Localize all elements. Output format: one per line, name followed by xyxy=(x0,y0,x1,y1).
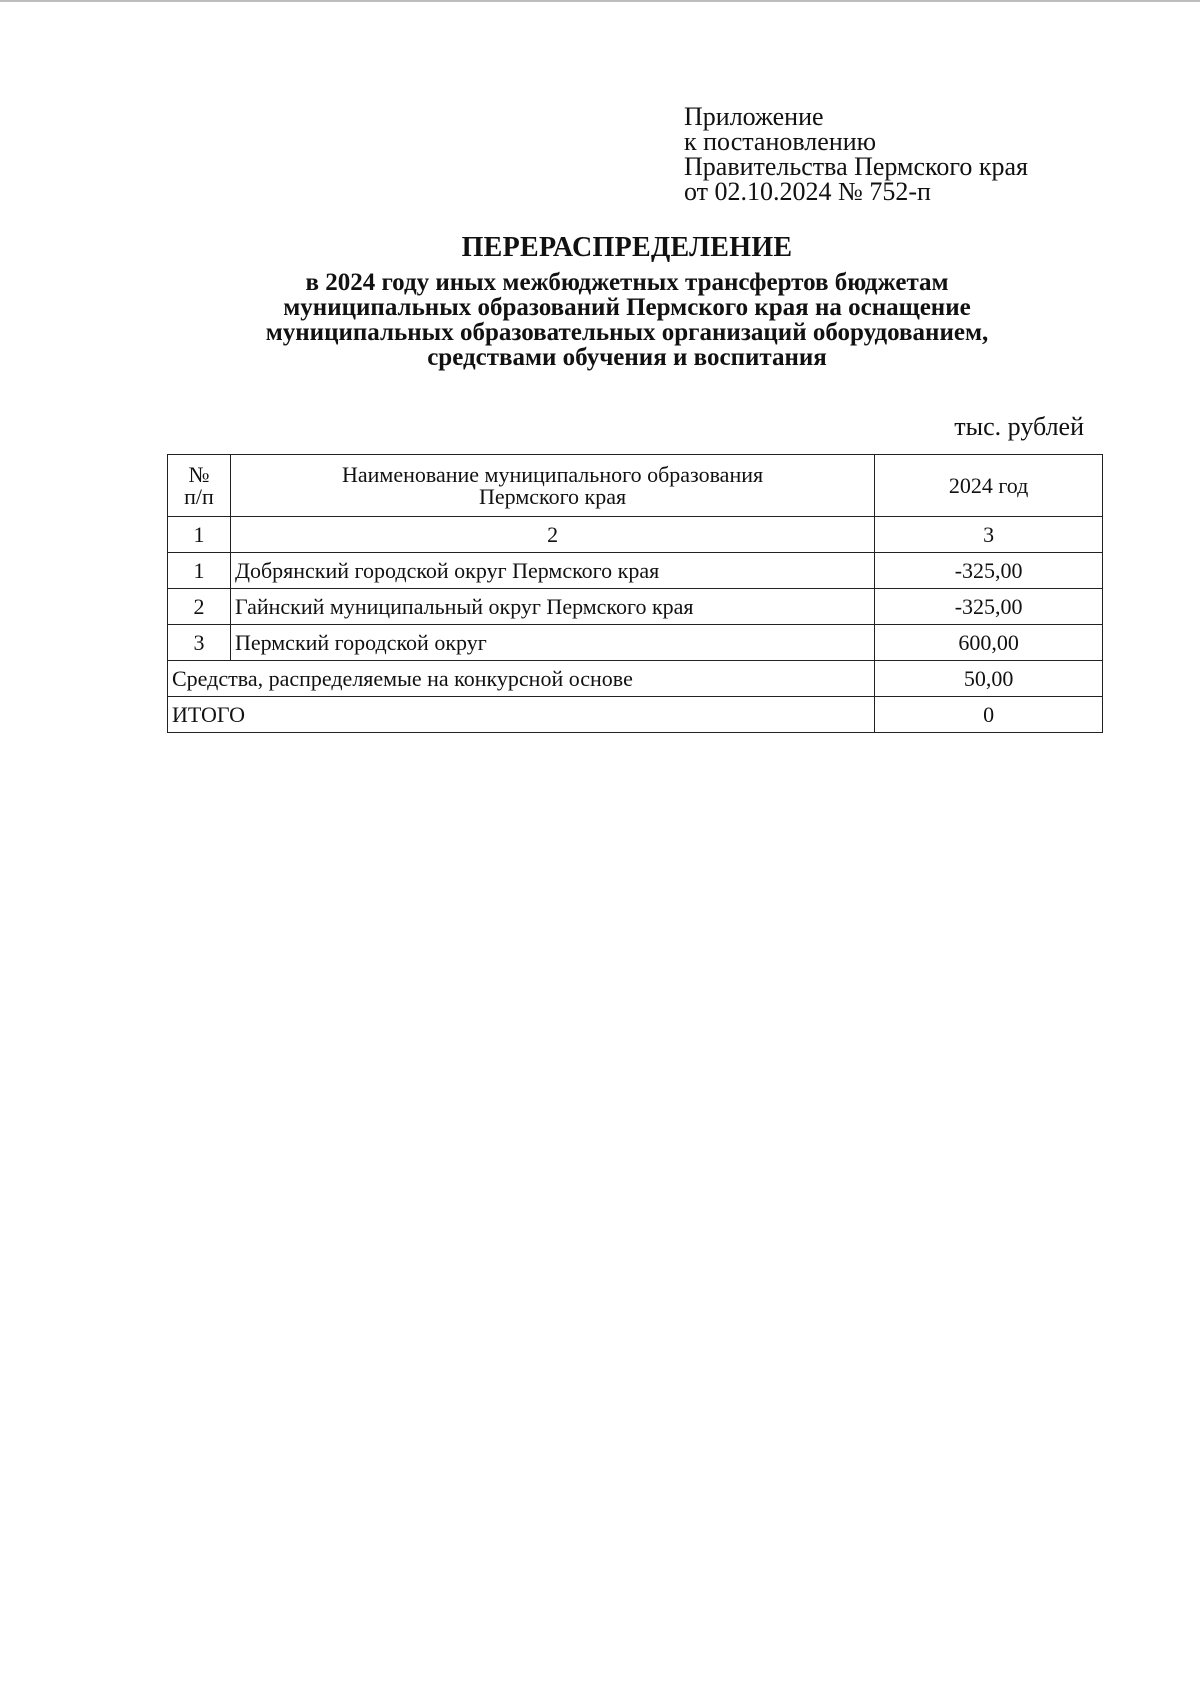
column-number-3: 3 xyxy=(875,517,1103,553)
redistribution-table xyxy=(167,454,1103,733)
document-subtitle xyxy=(150,270,1104,370)
header-name-line-2: Пермского края xyxy=(479,483,627,509)
subtitle-line-4: средствами обучения и воспитания xyxy=(427,344,827,371)
appendix-line-3: Правительства Пермского края xyxy=(684,152,1028,181)
header-number-cell xyxy=(168,455,231,517)
competitive-funds-amount: 50,00 xyxy=(875,661,1103,697)
table-header-row xyxy=(168,455,1103,517)
table-row xyxy=(168,625,1103,661)
header-name-cell xyxy=(230,455,874,517)
table-row xyxy=(168,589,1103,625)
subtitle-line-1: в 2024 году иных межбюджетных трансфертов бюджетам xyxy=(305,269,949,296)
header-year-cell: 2024 год xyxy=(875,455,1103,517)
header-number-line-2: п/п xyxy=(184,483,214,509)
units-label: тыс. рублей xyxy=(954,412,1084,441)
page-top-edge xyxy=(0,0,1200,2)
competitive-funds-row xyxy=(168,661,1103,697)
row-municipality: Пермский городской округ xyxy=(230,625,874,661)
row-municipality: Добрянский городской округ Пермского края xyxy=(230,553,874,589)
row-amount: 600,00 xyxy=(875,625,1103,661)
total-row xyxy=(168,697,1103,733)
appendix-line-2: к постановлению xyxy=(684,127,877,156)
row-number: 3 xyxy=(168,625,231,661)
subtitle-line-2: муниципальных образований Пермского края на оснащение xyxy=(283,294,971,321)
appendix-line-4: от 02.10.2024 № 752-п xyxy=(684,177,931,206)
subtitle-line-3: муниципальных образовательных организаций оборудованием, xyxy=(265,319,989,346)
row-amount: -325,00 xyxy=(875,553,1103,589)
row-municipality: Гайнский муниципальный округ Пермского края xyxy=(230,589,874,625)
header-number-line-1: № xyxy=(188,461,210,487)
row-amount: -325,00 xyxy=(875,589,1103,625)
total-label: ИТОГО xyxy=(168,697,875,733)
column-number-2: 2 xyxy=(230,517,874,553)
row-number: 1 xyxy=(168,553,231,589)
column-number-1: 1 xyxy=(168,517,231,553)
column-number-row xyxy=(168,517,1103,553)
appendix-block xyxy=(684,104,1028,204)
row-number: 2 xyxy=(168,589,231,625)
appendix-line-1: Приложение xyxy=(684,102,824,131)
total-amount: 0 xyxy=(875,697,1103,733)
table-row xyxy=(168,553,1103,589)
header-name-line-1: Наименование муниципального образования xyxy=(342,461,764,487)
competitive-funds-label: Средства, распределяемые на конкурсной основе xyxy=(168,661,875,697)
document-title: ПЕРЕРАСПРЕДЕЛЕНИЕ xyxy=(461,232,793,263)
